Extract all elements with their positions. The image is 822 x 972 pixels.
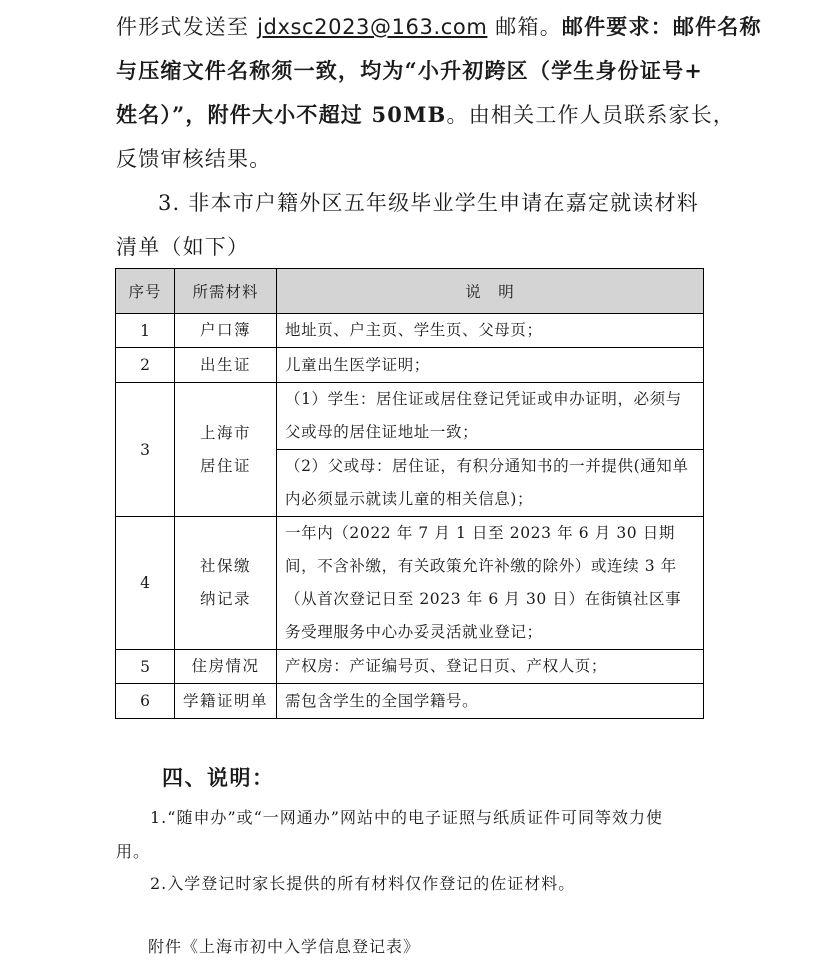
row-material (175, 517, 277, 650)
note-line: 用。 (116, 842, 151, 861)
paragraph-line: 3. 非本市户籍外区五年级毕业学生申请在嘉定就读材料 (158, 191, 699, 215)
table-row (116, 517, 704, 650)
header-material: 所需材料 (175, 269, 277, 314)
table-row (116, 348, 704, 383)
text: 。由相关工作人员联系家长， (446, 103, 736, 127)
note-1 (116, 801, 716, 869)
text: 邮箱。 (487, 15, 562, 39)
materials-table (115, 268, 704, 719)
material-label: 上海市居住证 (199, 423, 251, 475)
row-material: 户口簿 (175, 314, 277, 348)
email-address[interactable]: jdxsc2023@163.com (257, 15, 488, 39)
row-no: 6 (116, 684, 175, 719)
paragraph-line: 与压缩文件名称须一致，均为“小升初跨区（学生身份证号+ (116, 58, 704, 83)
row-no: 1 (116, 314, 175, 348)
row-desc: 地址页、户主页、学生页、父母页； (277, 314, 704, 348)
row-material (175, 383, 277, 517)
text: 件形式发送至 (116, 15, 258, 39)
email-instructions-paragraph (116, 6, 762, 182)
paragraph-line: 反馈审核结果。 (116, 147, 272, 171)
row-material: 出生证 (175, 348, 277, 383)
paragraph-line: 清单（如下） (116, 235, 250, 259)
materials-intro-paragraph (116, 182, 716, 270)
table-row (116, 383, 704, 450)
section-title: 四、说明： (162, 766, 275, 790)
note-line: 1.“随申办”或“一网通办”网站中的电子证照与纸质证件可同等效力使 (150, 808, 663, 827)
header-no: 序号 (116, 269, 175, 314)
material-label: 社保缴纳记录 (199, 557, 251, 608)
paragraph-line (116, 6, 762, 50)
row-material: 学籍证明单 (175, 684, 277, 719)
row-desc: 产权房：产证编号页、登记日页、产权人页； (277, 650, 704, 684)
annex-reference: 附件《上海市初中入学信息登记表》 (148, 937, 421, 956)
row-desc: （2）父或母：居住证，有积分通知书的一并提供(通知单内必须显示就读儿童的相关信息)； (277, 450, 704, 517)
row-desc: 一年内（2022 年 7 月 1 日至 2023 年 6 月 30 日期间，不含补缴，有关政策允许补缴的除外）或连续 3 年（从首次登记日至 2023 年 6 月 30 日）在街镇社区事务受理服务中心办妥灵活就业登记； (277, 517, 704, 650)
table-row (116, 684, 704, 719)
row-material: 住房情况 (175, 650, 277, 684)
table-row (116, 650, 704, 684)
row-desc: （1）学生：居住证或居住登记凭证或申办证明，必须与父或母的居住证地址一致； (277, 383, 704, 450)
row-desc: 儿童出生医学证明； (277, 348, 704, 383)
paragraph-line (116, 94, 736, 138)
note-2: 2.入学登记时家长提供的所有材料仅作登记的佐证材料。 (150, 874, 576, 893)
row-no: 5 (116, 650, 175, 684)
row-no: 2 (116, 348, 175, 383)
bold-text: 邮件要求：邮件名称 (561, 14, 762, 39)
bold-text: 姓名）”，附件大小不超过 50MB (116, 102, 447, 127)
row-no: 3 (116, 383, 175, 517)
row-desc: 需包含学生的全国学籍号。 (277, 684, 704, 719)
table-row (116, 314, 704, 348)
header-desc: 说 明 (277, 269, 704, 314)
table-header-row (116, 269, 704, 314)
row-no: 4 (116, 517, 175, 650)
